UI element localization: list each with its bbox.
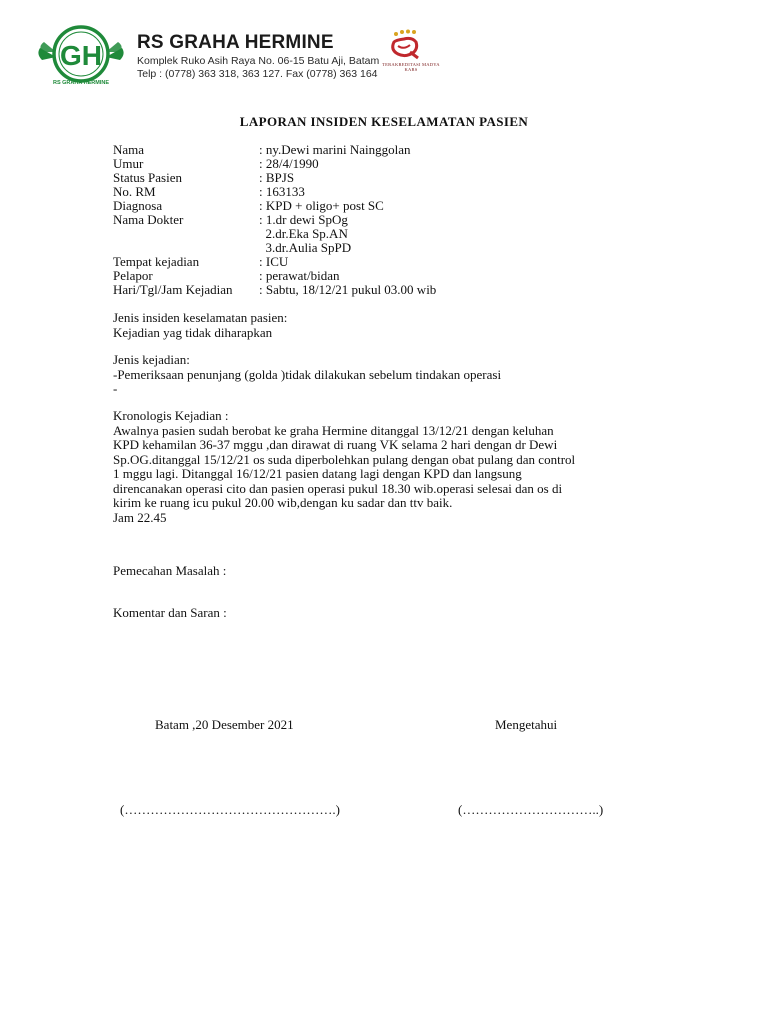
incident-type-section xyxy=(113,311,287,340)
field-label: Umur xyxy=(113,156,144,171)
field-value: : perawat/bidan xyxy=(259,268,340,283)
event-type-heading: Jenis kejadian: xyxy=(113,352,190,367)
signature-line-right: (…………………………..) xyxy=(458,802,604,817)
field-label: Tempat kejadian xyxy=(113,254,200,269)
chronology-line: kirim ke ruang icu pukul 20.00 wib,dengan ku sadar dan ttv baik. xyxy=(113,495,453,510)
field-row xyxy=(113,185,436,199)
field-row xyxy=(113,213,436,227)
hospital-name: RS GRAHA HERMINE xyxy=(137,32,334,53)
field-value: : Sabtu, 18/12/21 pukul 03.00 wib xyxy=(259,282,437,297)
event-type-section xyxy=(113,353,501,397)
incident-type-heading: Jenis insiden keselamatan pasien: xyxy=(113,310,288,325)
chronology-section xyxy=(113,409,658,525)
field-row xyxy=(113,255,436,269)
field-label: Hari/Tgl/Jam Kejadian xyxy=(113,282,233,297)
hospital-phone: Telp : (0778) 363 318, 363 127. Fax (0778) 363 164 xyxy=(137,68,378,80)
field-value: 3.dr.Aulia SpPD xyxy=(259,240,352,255)
field-row xyxy=(113,283,436,297)
field-label: Nama Dokter xyxy=(113,212,184,227)
field-label: No. RM xyxy=(113,184,156,199)
field-row xyxy=(113,269,436,283)
problem-solving-label: Pemecahan Masalah : xyxy=(113,563,227,578)
event-type-item: - xyxy=(113,381,118,396)
field-row xyxy=(113,227,436,241)
place-date: Batam ,20 Desember 2021 xyxy=(155,717,294,732)
chronology-line: direncanakan operasi cito dan pasien operasi pukul 18.30 wib.operasi selesai dan os di xyxy=(113,480,563,496)
chronology-line: Sp.OG.ditanggal 15/12/21 os suda diperbolehkan pulang dengan obat pulang dan control xyxy=(113,451,576,467)
chronology-line: Awalnya pasien sudah berobat ke graha Hermine ditanggal 13/12/21 dengan keluhan xyxy=(113,422,554,438)
chronology-heading: Kronologis Kejadian : xyxy=(113,408,229,423)
field-row xyxy=(113,171,436,185)
hospital-address: Komplek Ruko Asih Raya No. 06-15 Batu Aji, Batam xyxy=(137,55,380,67)
event-type-item: -Pemeriksaan penunjang (golda )tidak dilakukan sebelum tindakan operasi xyxy=(113,366,502,382)
chronology-line: 1 mggu lagi. Ditanggal 16/12/21 pasien datang lagi dengan KPD dan langsung xyxy=(113,466,522,481)
field-value: : 163133 xyxy=(259,184,305,199)
field-value: 2.dr.Eka Sp.AN xyxy=(259,226,348,241)
patient-info xyxy=(113,143,436,297)
field-label xyxy=(113,241,259,255)
field-row xyxy=(113,241,436,255)
field-value: : 1.dr dewi SpOg xyxy=(259,212,348,227)
incident-type-value: Kejadian yag tidak diharapkan xyxy=(113,324,273,340)
chronology-line: Jam 22.45 xyxy=(113,509,167,525)
acknowledged-label: Mengetahui xyxy=(495,717,558,732)
logo-text: GH xyxy=(60,40,102,71)
chronology-line: KPD kehamilan 36-37 mggu ,dan dirawat di ruang VK selama 2 hari dengan dr Dewi xyxy=(113,437,558,452)
field-value: : 28/4/1990 xyxy=(259,156,319,171)
signature-line-left: (………………………………………….) xyxy=(120,802,340,817)
field-label: Pelapor xyxy=(113,268,153,283)
logo-caption: RS GRAHA HERMINE xyxy=(52,80,110,86)
field-label: Status Pasien xyxy=(113,170,182,185)
hospital-logo xyxy=(34,24,128,86)
field-row xyxy=(113,199,436,213)
comments-label: Komentar dan Saran : xyxy=(113,605,227,620)
document-title: LAPORAN INSIDEN KESELAMATAN PASIEN xyxy=(239,114,529,129)
field-value: : ICU xyxy=(259,254,289,269)
field-row xyxy=(113,143,436,157)
field-value: : ny.Dewi marini Nainggolan xyxy=(259,142,411,157)
field-label: Diagnosa xyxy=(113,198,163,213)
field-value: : KPD + oligo+ post SC xyxy=(259,198,384,213)
field-label xyxy=(113,227,259,241)
field-value: : BPJS xyxy=(259,170,295,185)
field-row xyxy=(113,157,436,171)
accreditation-caption: TERAKREDITASI MADYA KARS xyxy=(382,62,440,72)
field-label: Nama xyxy=(113,142,145,157)
